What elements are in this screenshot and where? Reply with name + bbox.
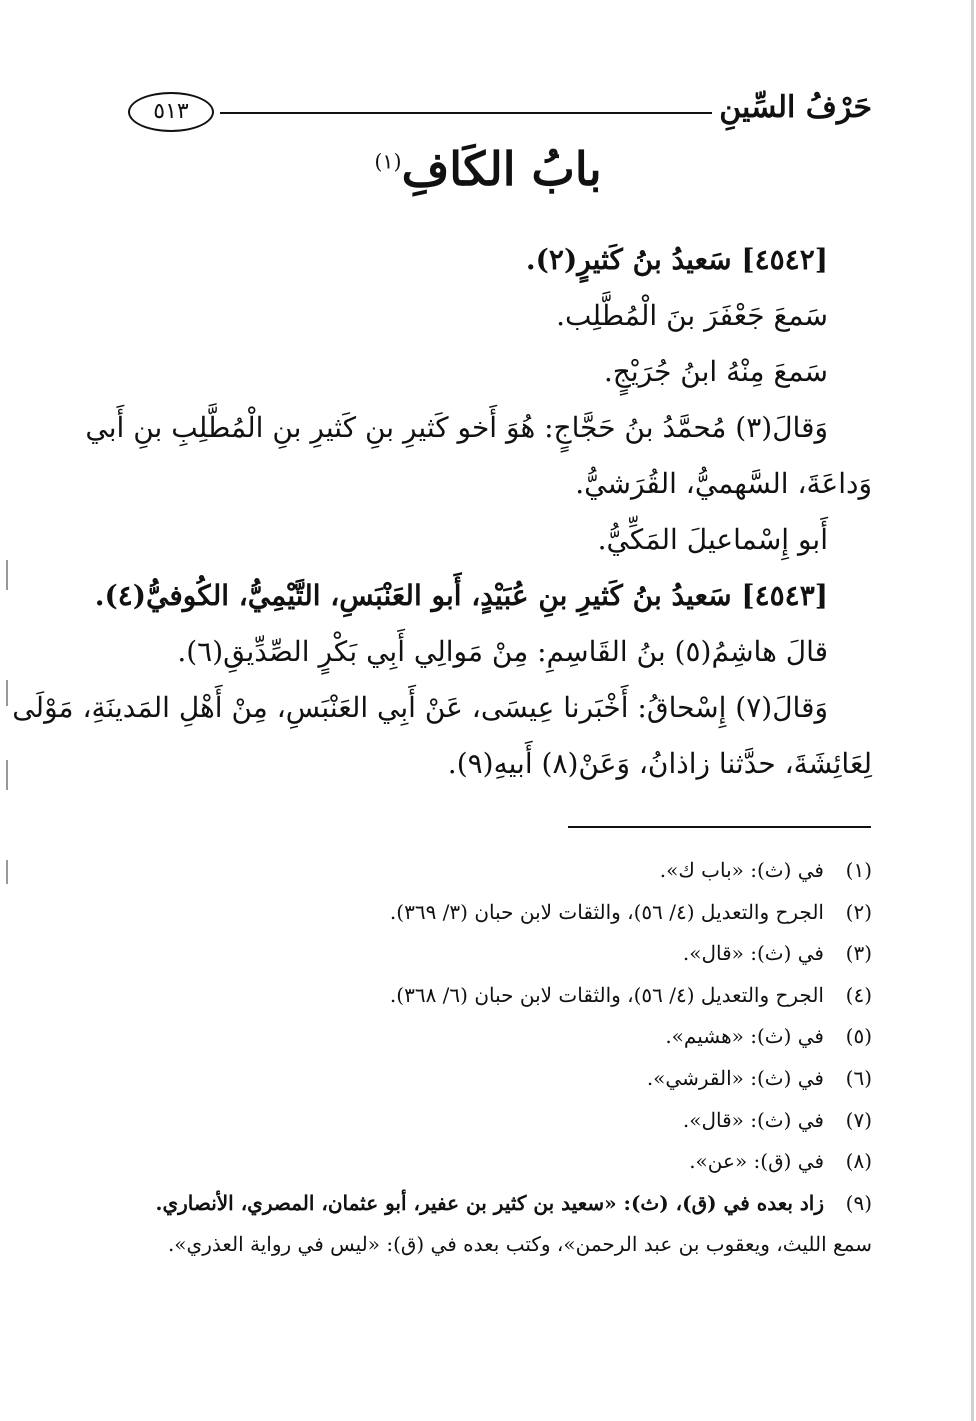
footnotes: [128, 850, 872, 1266]
footnote-text: في (ث): «القرشي».: [646, 1065, 824, 1090]
scan-edge-mark: [6, 860, 8, 884]
running-title: حَرْفُ السِّينِ: [719, 90, 872, 125]
footnote-number: (٩): [845, 1190, 872, 1215]
body-line: لِعَائِشَةَ، حدَّثنا زاذانُ، وَعَنْ(٨) أَبيهِ(٩).: [447, 747, 872, 780]
footnote-number: (٦): [845, 1065, 872, 1090]
body-line: وَقالَ(٧) إِسْحاقُ: أَخْبَرنا عِيسَى، عَنْ أَبِي العَنْبَسِ، مِنْ أَهْلِ المَدينَةِ، مَوْلَى: [12, 691, 828, 724]
footnote-text: في (ث): «قال».: [682, 941, 824, 966]
footnote-number: (٤): [845, 982, 872, 1007]
footnote-text: في (ق): «عن».: [689, 1149, 824, 1174]
footnote-number: (٢): [845, 899, 872, 924]
body-line: أَبو إِسْماعيلَ المَكِّيُّ.: [597, 523, 828, 556]
footnote-text: الجرح والتعديل (٤/ ٥٦)، والثقات لابن حبان (٦/ ٣٦٨).: [389, 982, 824, 1007]
footnote-item: [128, 850, 872, 892]
entry-heading-4543: [٤٥٤٣] سَعيدُ بنُ كَثيرِ بنِ عُبَيْدٍ، أَبو العَنْبَسِ، التَّيْمِيُّ، الكُوفيُّ(٤).: [94, 579, 828, 612]
footnote-number: (١): [845, 858, 872, 882]
page-number: ٥١٣: [128, 92, 214, 132]
footnote-item: [128, 933, 872, 975]
chapter-footnote-mark: (١): [374, 149, 402, 174]
body-line: قالَ هاشِمُ(٥) بنُ القَاسِمِ: مِنْ مَوالِي أَبِي بَكْرٍ الصِّدِّيقِ(٦).: [177, 635, 828, 668]
footnote-number: (٨): [845, 1149, 872, 1174]
footnote-text: في (ث): «قال».: [682, 1107, 824, 1132]
header-rule: [220, 112, 712, 114]
footnote-text: في (ث): «باب ك».: [659, 858, 824, 882]
footnote-text: في (ث): «هشيم».: [665, 1024, 824, 1049]
footnote-separator: [568, 826, 871, 828]
footnote-text: الجرح والتعديل (٤/ ٥٦)، والثقات لابن حبان (٣/ ٣٦٩).: [389, 899, 824, 924]
chapter-title: [0, 142, 976, 196]
footnote-continuation: سمع الليث، ويعقوب بن عبد الرحمن»، وكتب بعده في (ق): «ليس في رواية العذري».: [167, 1232, 872, 1257]
footnote-number: (٧): [845, 1107, 872, 1132]
chapter-title-text: بابُ الكَافِ: [401, 142, 602, 196]
footnote-item: [128, 892, 872, 934]
entry-heading-4542: [٤٥٤٢] سَعيدُ بنُ كَثيرٍ(٢).: [525, 243, 828, 276]
scan-edge-shadow: [971, 0, 974, 1421]
scan-edge-mark: [6, 560, 8, 590]
body-line: وَقالَ(٣) مُحمَّدُ بنُ حَجَّاجٍ: هُوَ أَخو كَثيرِ بنِ كَثيرِ بنِ الْمُطَّلِبِ بنِ أَبي: [85, 411, 828, 444]
scan-edge-mark: [6, 760, 8, 790]
footnote-item: [128, 1058, 872, 1100]
footnote-item: [128, 1016, 872, 1058]
body-line: سَمعَ جَعْفَرَ بنَ الْمُطَّلِب.: [556, 299, 828, 332]
footnote-item: [128, 1100, 872, 1142]
body-text: [12, 232, 872, 792]
footnote-text: زاد بعده في (ق)، (ث): «سعيد بن كثير بن عفير، أبو عثمان، المصري، الأنصاري.: [155, 1190, 824, 1215]
scan-edge-mark: [6, 680, 8, 706]
body-line: سَمعَ مِنْهُ ابنُ جُرَيْجٍ.: [603, 355, 828, 388]
footnote-item: [128, 1183, 872, 1225]
footnote-item: [128, 1141, 872, 1183]
footnote-item: [128, 975, 872, 1017]
footnote-number: (٣): [845, 941, 872, 966]
body-line: وَداعَةَ، السَّهميُّ، القُرَشيُّ.: [575, 467, 872, 500]
footnote-number: (٥): [845, 1024, 872, 1049]
page-header: [128, 88, 872, 138]
